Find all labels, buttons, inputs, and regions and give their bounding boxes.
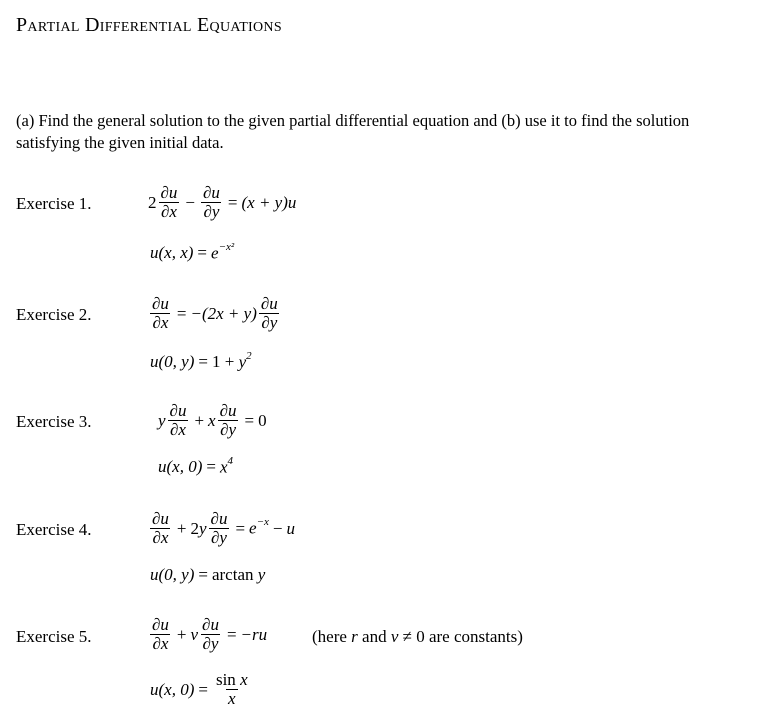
exercise-4-label: Exercise 4. (16, 520, 92, 539)
exercise-3-label: Exercise 3. (16, 412, 92, 431)
exercise-5-equation: $\frac{\partial u}{\partial x}$ + v $\frac{\partial u}{\partial y}$ = −ru (152, 615, 268, 653)
instructions: (a) Find the general solution to the given partial differential equation and (b) use it to find the solution satisfying the given initial data. (16, 111, 690, 152)
exercise-2-label: Exercise 2. (16, 305, 92, 324)
exercise-1-label: Exercise 1. (16, 194, 92, 213)
exercise-5-note: (here r and v ≠ 0 are constants) (312, 627, 523, 646)
exercise-3-initial-condition: u(x, 0) = $x^4$ (158, 455, 234, 477)
exercise-2-equation: $\frac{\partial u}{\partial x}$ = −(2x + y) $\frac{\partial u}{\partial y}$ (152, 294, 278, 332)
exercise-1-initial-condition: u(x, x) = $e^{-x^2}$ (150, 241, 235, 263)
exercise-5-initial-condition: u(x, 0) = $\frac{\text{sin x}}{x}$ (150, 670, 248, 708)
exercise-4-equation: $\frac{\partial u}{\partial x}$ + 2 y $\frac{\partial u}{\partial y}$ = $e^{-x}$ − u (152, 509, 295, 547)
exercise-1-equation: 2 $\frac{\partial u}{\partial x}$ − $\frac{\partial u}{\partial y}$ = (x + y)u (148, 183, 297, 221)
page-title: Partial Differential Equations (16, 14, 282, 36)
exercise-4-initial-condition: u(0, y) = arctan y (150, 565, 266, 584)
exercise-2-initial-condition: u(0, y) = 1 + $y^2$ (150, 350, 252, 372)
exercise-3-equation: y $\frac{\partial u}{\partial x}$ + x $\frac{\partial u}{\partial y}$ = 0 (158, 401, 267, 439)
exercise-5-label: Exercise 5. (16, 627, 92, 646)
